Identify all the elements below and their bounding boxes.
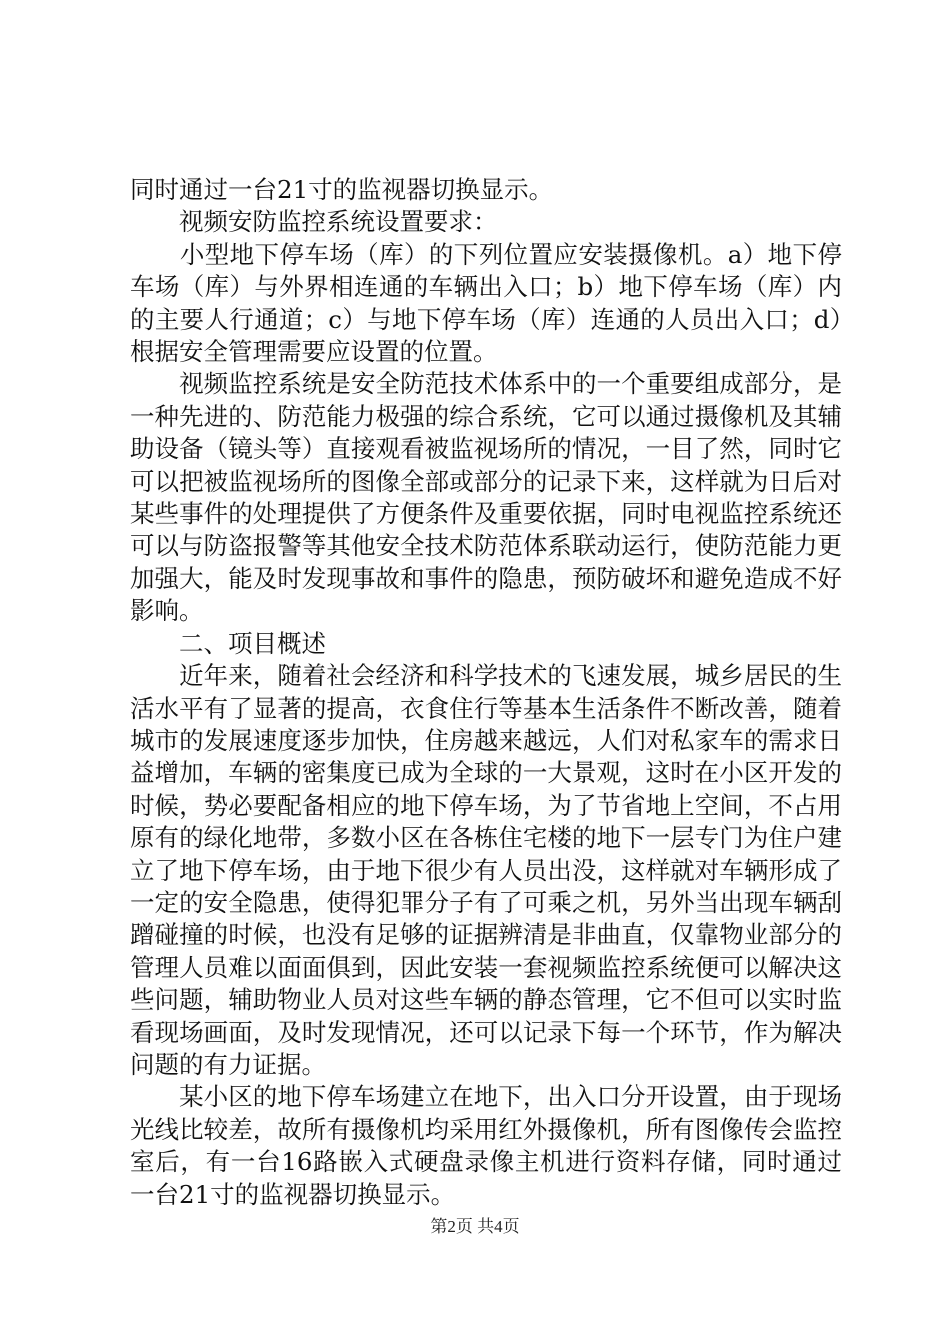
- paragraph-requirements-heading: 视频安防监控系统设置要求：: [130, 207, 498, 237]
- paragraph-site-setup: 某小区的地下停车场建立在地下，出入口分开设置，由于现场光线比较差，故所有摄像机均采用红外摄像机，所有图像传会监控室后，有一台16路嵌入式硬盘录像主机进行资料存储，同时通过一台21寸的监视器切换显示。: [130, 1082, 842, 1209]
- paragraph-background: 近年来，随着社会经济和科学技术的飞速发展，城乡居民的生活水平有了显著的提高，衣食住行等基本生活条件不断改善，随着城市的发展速度逐步加快，住房越来越远，人们对私家车的需求日益增加，车辆的密集度已成为全球的一大景观，这时在小区开发的时候，势必要配备相应的地下停车场，为了节省地上空间，不占用原有的绿化地带，多数小区在各栋住宅楼的地下一层专门为住户建立了地下停车场，由于地下很少有人员出没，这样就对车辆形成了一定的安全隐患，使得犯罪分子有了可乘之机，另外当出现车辆刮蹭碰撞的时候，也没有足够的证据辨清是非曲直，仅靠物业部分的管理人员难以面面俱到，因此安装一套视频监控系统便可以解决这些问题，辅助物业人员对这些车辆的静态管理，它不但可以实时监看现场画面，及时发现情况，还可以记录下每一个环节，作为解决问题的有力证据。: [130, 661, 842, 1079]
- document-body: [130, 174, 842, 1211]
- paragraph-camera-locations: 小型地下停车场（库）的下列位置应安装摄像机。a）地下停车场（库）与外界相连通的车辆出入口；b）地下停车场（库）内的主要人行通道；c）与地下停车场（库）连通的人员出入口；d）根据安全管理需要应设置的位置。: [130, 239, 842, 367]
- page-number-footer: 第2页 共4页: [430, 1217, 520, 1236]
- paragraph-continuation: 同时通过一台21寸的监视器切换显示。: [130, 175, 554, 204]
- paragraph-system-description: 视频监控系统是安全防范技术体系中的一个重要组成部分，是一种先进的、防范能力极强的综合系统，它可以通过摄像机及其辅助设备（镜头等）直接观看被监视场所的情况，一目了然，同时它可以把被监视场所的图像全部或部分的记录下来，这样就为日后对某些事件的处理提供了方便条件及重要依据，同时电视监控系统还可以与防盗报警等其他安全技术防范体系联动运行，使防范能力更加强大，能及时发现事故和事件的隐患，预防破坏和避免造成不好影响。: [130, 369, 842, 626]
- section-heading-project-overview: 二、项目概述: [130, 628, 326, 658]
